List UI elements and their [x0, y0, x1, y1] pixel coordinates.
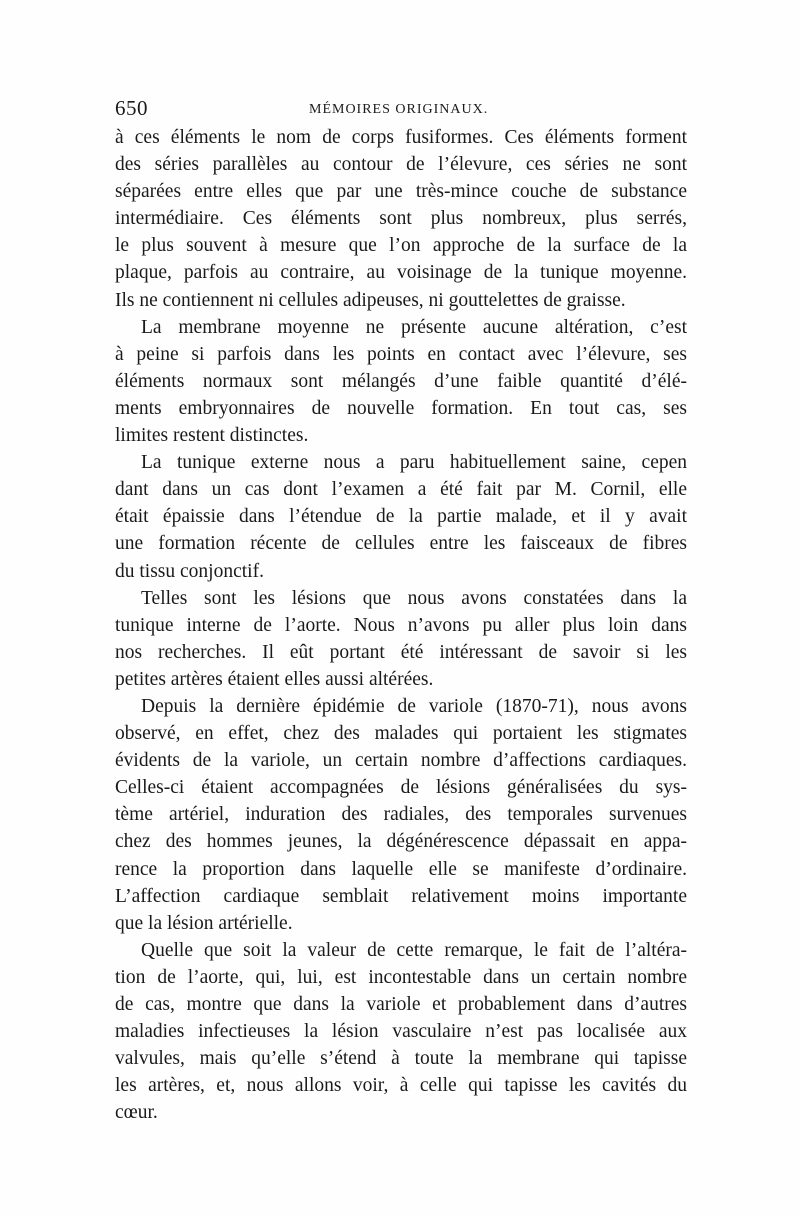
- text-line: le plus souvent à mesure que l’on approche de la surface de la: [115, 235, 687, 257]
- text-line: valvules, mais qu’elle s’étend à toute la membrane qui tapisse: [115, 1048, 687, 1070]
- text-line: limites restent distinctes.: [115, 425, 309, 447]
- text-line: du tissu conjonctif.: [115, 560, 264, 582]
- text-line: à ces éléments le nom de corps fusiformes. Ces éléments forment: [115, 127, 687, 148]
- running-title: MÉMOIRES ORIGINAUX.: [309, 102, 489, 117]
- text-line: tème artériel, induration des radiales, des temporales survenues: [115, 804, 687, 826]
- text-line: de cas, montre que dans la variole et probablement dans d’autres: [115, 994, 687, 1015]
- text-line: dant dans un cas dont l’examen a été fait par M. Cornil, elle: [115, 479, 687, 501]
- body-text: [115, 124, 687, 1126]
- text-line: Celles-ci étaient accompagnées de lésions généralisées du sys-: [115, 777, 687, 799]
- text-line: cœur.: [115, 1102, 158, 1124]
- text-line: La tunique externe nous a paru habituellement saine, cepen: [141, 452, 687, 474]
- text-line: maladies infectieuses la lésion vasculaire n’est pas localisée aux: [115, 1021, 687, 1043]
- text-line: éléments normaux sont mélangés d’une faible quantité d’élé-: [115, 370, 687, 392]
- text-line: Quelle que soit la valeur de cette remarque, le fait de l’altéra-: [141, 939, 687, 961]
- text-line: La membrane moyenne ne présente aucune altération, c’est: [141, 316, 687, 338]
- text-line: plaque, parfois au contraire, au voisinage de la tunique moyenne.: [115, 262, 687, 284]
- text-line: Depuis la dernière épidémie de variole (1870-71), nous avons: [141, 695, 687, 717]
- text-line: Ils ne contiennent ni cellules adipeuses, ni gouttelettes de graisse.: [115, 289, 626, 311]
- text-line: Telles sont les lésions que nous avons constatées dans la: [141, 587, 687, 609]
- text-line: L’affection cardiaque semblait relativement moins importante: [115, 885, 687, 907]
- text-line: évidents de la variole, un certain nombre d’affections cardiaques.: [115, 750, 687, 772]
- text-line: ments embryonnaires de nouvelle formation. En tout cas, ses: [115, 397, 687, 419]
- text-line: que la lésion artérielle.: [115, 912, 293, 934]
- text-line: petites artères étaient elles aussi altérées.: [115, 668, 434, 690]
- text-line: tunique interne de l’aorte. Nous n’avons pu aller plus loin dans: [115, 614, 687, 636]
- running-head: [115, 96, 687, 126]
- text-line: les artères, et, nous allons voir, à celle qui tapisse les cavités du: [115, 1075, 687, 1097]
- text-line: séparées entre elles que par une très-mince couche de substance: [115, 181, 687, 203]
- text-line: rence la proportion dans laquelle elle se manifeste d’ordinaire.: [115, 858, 687, 880]
- text-line: des séries parallèles au contour de l’élevure, ces séries ne sont: [115, 154, 687, 176]
- page-number: 650: [115, 96, 148, 120]
- text-line: intermédiaire. Ces éléments sont plus nombreux, plus serrés,: [115, 208, 687, 230]
- text-line: tion de l’aorte, qui, lui, est incontestable dans un certain nombre: [115, 966, 687, 988]
- text-line: nos recherches. Il eût portant été intéressant de savoir si les: [115, 641, 687, 663]
- text-line: une formation récente de cellules entre les faisceaux de fibres: [115, 533, 687, 555]
- text-line: observé, en effet, chez des malades qui portaient les stigmates: [115, 723, 687, 745]
- text-line: était épaissie dans l’étendue de la partie malade, et il y avait: [115, 506, 687, 528]
- text-line: chez des hommes jeunes, la dégénérescence dépassait en appa-: [115, 831, 687, 853]
- text-line: à peine si parfois dans les points en contact avec l’élevure, ses: [115, 343, 687, 365]
